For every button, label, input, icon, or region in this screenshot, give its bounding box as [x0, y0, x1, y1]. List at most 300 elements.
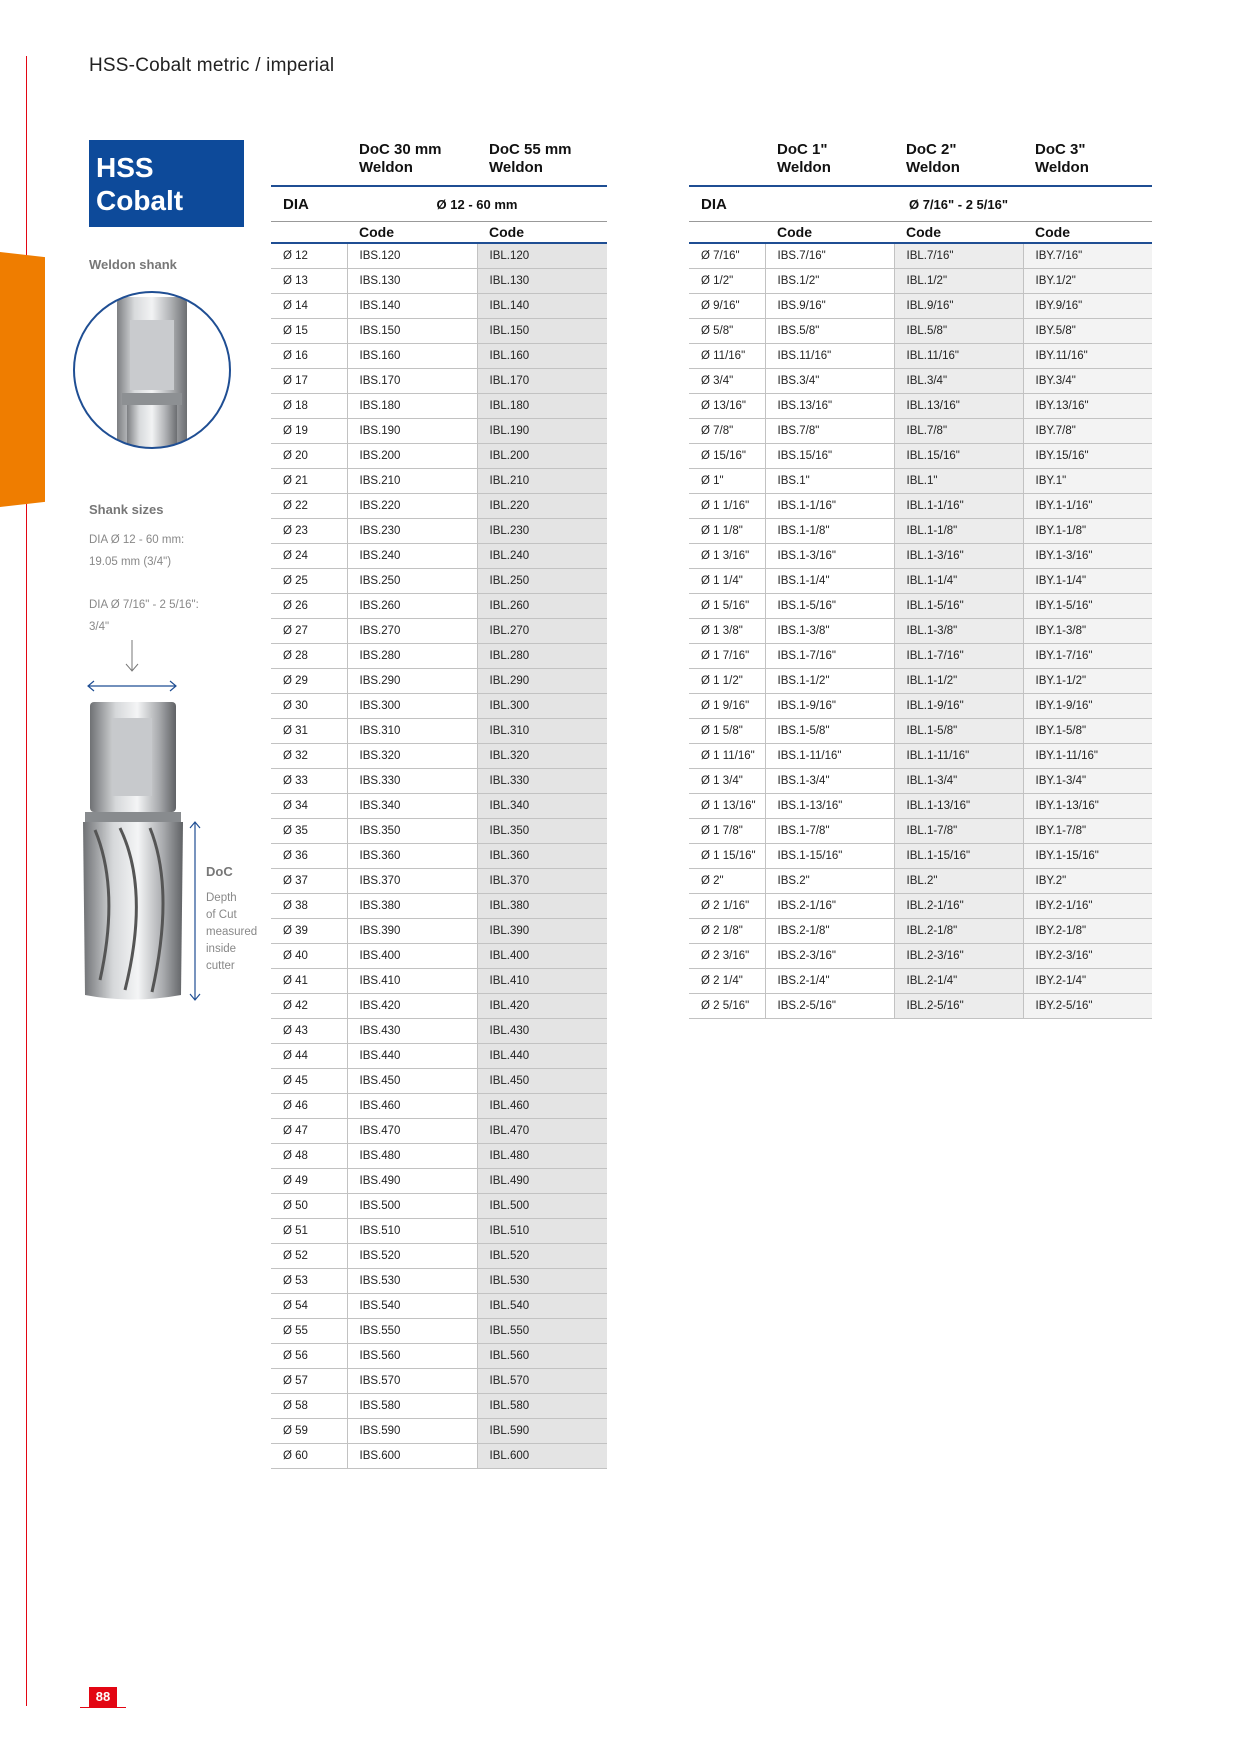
imperial-code-empty	[689, 222, 765, 244]
metric-code-cell: IBS.560	[347, 1344, 477, 1369]
metric-code-cell: IBL.120	[477, 243, 607, 269]
imperial-code-cell: IBS.1-3/4"	[765, 769, 894, 794]
metric-code-cell: IBL.270	[477, 619, 607, 644]
imperial-header-weldon: Weldon	[1023, 159, 1152, 186]
imperial-row	[689, 769, 1152, 794]
metric-row	[271, 969, 607, 994]
imperial-dia-cell: Ø 5/8"	[689, 319, 765, 344]
metric-code-cell: IBS.480	[347, 1144, 477, 1169]
imperial-dia-cell: Ø 1 9/16"	[689, 694, 765, 719]
metric-code-cell: IBS.260	[347, 594, 477, 619]
imperial-row	[689, 894, 1152, 919]
metric-dia-cell: Ø 12	[271, 243, 347, 269]
metric-row	[271, 319, 607, 344]
imperial-code-cell: IBY.1/2"	[1023, 269, 1152, 294]
imperial-dia-cell: Ø 1 1/4"	[689, 569, 765, 594]
imperial-row	[689, 744, 1152, 769]
imperial-code-cell: IBL.1/2"	[894, 269, 1023, 294]
imperial-code-cell: IBS.1-13/16"	[765, 794, 894, 819]
metric-code-cell: IBS.510	[347, 1219, 477, 1244]
metric-dia-cell: Ø 25	[271, 569, 347, 594]
imperial-row	[689, 669, 1152, 694]
imperial-code-cell: IBY.1-7/16"	[1023, 644, 1152, 669]
metric-row	[271, 619, 607, 644]
metric-row	[271, 569, 607, 594]
metric-dia-cell: Ø 37	[271, 869, 347, 894]
metric-code-cell: IBL.360	[477, 844, 607, 869]
imperial-code-cell: IBY.1-3/4"	[1023, 769, 1152, 794]
metric-code-cell: IBL.230	[477, 519, 607, 544]
imperial-dia-cell: Ø 1 1/8"	[689, 519, 765, 544]
metric-code-cell: IBL.400	[477, 944, 607, 969]
badge-line-2: Cobalt	[96, 185, 184, 216]
metric-code-cell: IBL.250	[477, 569, 607, 594]
imperial-code-cell: IBS.1-1/8"	[765, 519, 894, 544]
metric-dia-cell: Ø 48	[271, 1144, 347, 1169]
metric-code-cell: IBL.450	[477, 1069, 607, 1094]
metric-row	[271, 919, 607, 944]
metric-code-cell: IBS.530	[347, 1269, 477, 1294]
metric-code-cell: IBS.180	[347, 394, 477, 419]
weldon-shank-image	[72, 275, 232, 465]
imperial-code-cell: IBY.2-1/8"	[1023, 919, 1152, 944]
metric-code-cell: IBS.430	[347, 1019, 477, 1044]
metric-row	[271, 1319, 607, 1344]
imperial-code-cell: IBL.9/16"	[894, 294, 1023, 319]
imperial-code-cell: IBY.1"	[1023, 469, 1152, 494]
imperial-dia-cell: Ø 7/16"	[689, 243, 765, 269]
metric-row	[271, 419, 607, 444]
metric-row	[271, 1019, 607, 1044]
imperial-code-cell: IBL.7/8"	[894, 419, 1023, 444]
metric-code-cell: IBS.550	[347, 1319, 477, 1344]
metric-row	[271, 1069, 607, 1094]
imperial-code-cell: IBY.1-13/16"	[1023, 794, 1152, 819]
metric-code-table	[271, 133, 607, 1469]
imperial-row	[689, 644, 1152, 669]
imperial-dia-cell: Ø 1 3/8"	[689, 619, 765, 644]
metric-code-cell: IBL.520	[477, 1244, 607, 1269]
metric-dia-cell: Ø 60	[271, 1444, 347, 1469]
metric-dia-cell: Ø 54	[271, 1294, 347, 1319]
shank-imperial-line-1: DIA Ø 7/16" - 2 5/16":	[89, 599, 199, 611]
metric-row	[271, 1119, 607, 1144]
metric-code-cell: IBS.410	[347, 969, 477, 994]
imperial-row	[689, 844, 1152, 869]
metric-code-cell: IBL.380	[477, 894, 607, 919]
imperial-code-cell: IBL.1-1/4"	[894, 569, 1023, 594]
metric-row	[271, 1144, 607, 1169]
imperial-code-cell: IBL.1-1/8"	[894, 519, 1023, 544]
metric-dia-cell: Ø 42	[271, 994, 347, 1019]
metric-dia-cell: Ø 23	[271, 519, 347, 544]
imperial-row	[689, 419, 1152, 444]
imperial-code-cell: IBS.13/16"	[765, 394, 894, 419]
imperial-dia-cell: Ø 1 3/4"	[689, 769, 765, 794]
metric-code-cell: IBS.160	[347, 344, 477, 369]
metric-code-cell: IBS.140	[347, 294, 477, 319]
imperial-code-cell: IBL.7/16"	[894, 243, 1023, 269]
product-badge	[89, 140, 244, 227]
page-number-underline	[80, 1707, 126, 1708]
doc-text-line: inside	[206, 943, 237, 955]
metric-dia-label: DIA	[283, 195, 309, 213]
metric-dia-cell: Ø 13	[271, 269, 347, 294]
metric-dia-cell: Ø 53	[271, 1269, 347, 1294]
metric-code-cell: IBS.120	[347, 243, 477, 269]
metric-dia-cell: Ø 14	[271, 294, 347, 319]
imperial-dia-cell: Ø 2 1/8"	[689, 919, 765, 944]
imperial-code-cell: IBY.1-5/16"	[1023, 594, 1152, 619]
metric-dia-cell: Ø 36	[271, 844, 347, 869]
imperial-code-cell: IBY.9/16"	[1023, 294, 1152, 319]
metric-row	[271, 243, 607, 269]
imperial-dia-cell: Ø 2 5/16"	[689, 994, 765, 1019]
metric-row	[271, 1294, 607, 1319]
metric-code-cell: IBL.600	[477, 1444, 607, 1469]
metric-code-cell: IBL.540	[477, 1294, 607, 1319]
metric-row	[271, 1169, 607, 1194]
metric-code-cell: IBL.480	[477, 1144, 607, 1169]
metric-row	[271, 719, 607, 744]
metric-dia-cell: Ø 57	[271, 1369, 347, 1394]
imperial-code-cell: IBS.1/2"	[765, 269, 894, 294]
imperial-dia-cell: Ø 1 7/16"	[689, 644, 765, 669]
imperial-dia-cell: Ø 11/16"	[689, 344, 765, 369]
metric-dia-cell: Ø 45	[271, 1069, 347, 1094]
metric-header-empty	[271, 133, 347, 159]
imperial-row	[689, 494, 1152, 519]
metric-dia-cell: Ø 22	[271, 494, 347, 519]
metric-row	[271, 294, 607, 319]
imperial-dia-cell: Ø 1/2"	[689, 269, 765, 294]
metric-row	[271, 369, 607, 394]
metric-row	[271, 1194, 607, 1219]
imperial-row	[689, 794, 1152, 819]
metric-dia-cell: Ø 29	[271, 669, 347, 694]
metric-dia-cell: Ø 51	[271, 1219, 347, 1244]
metric-dia-cell: Ø 38	[271, 894, 347, 919]
metric-dia-cell: Ø 27	[271, 619, 347, 644]
imperial-row	[689, 819, 1152, 844]
metric-code-cell: IBS.150	[347, 319, 477, 344]
imperial-code-cell: IBL.2"	[894, 869, 1023, 894]
imperial-code-cell: IBS.1-5/8"	[765, 719, 894, 744]
imperial-code-cell: IBS.1-5/16"	[765, 594, 894, 619]
metric-code-cell: IBS.290	[347, 669, 477, 694]
imperial-code-cell: IBS.1"	[765, 469, 894, 494]
imperial-code-cell: IBL.2-1/4"	[894, 969, 1023, 994]
metric-code-cell: IBL.560	[477, 1344, 607, 1369]
metric-code-cell: IBS.270	[347, 619, 477, 644]
metric-code-cell: IBS.540	[347, 1294, 477, 1319]
imperial-code-cell: IBY.3/4"	[1023, 369, 1152, 394]
metric-row	[271, 1344, 607, 1369]
metric-code-cell: IBS.230	[347, 519, 477, 544]
metric-row	[271, 819, 607, 844]
metric-code-cell: IBS.330	[347, 769, 477, 794]
imperial-code-table	[689, 133, 1152, 1019]
metric-code-label: Code	[477, 222, 607, 244]
metric-row	[271, 1419, 607, 1444]
metric-row	[271, 1044, 607, 1069]
imperial-row	[689, 944, 1152, 969]
imperial-code-cell: IBS.1-1/4"	[765, 569, 894, 594]
metric-code-cell: IBS.450	[347, 1069, 477, 1094]
imperial-code-cell: IBS.1-1/2"	[765, 669, 894, 694]
imperial-code-cell: IBY.2-5/16"	[1023, 994, 1152, 1019]
imperial-row	[689, 694, 1152, 719]
imperial-dia-cell: Ø 15/16"	[689, 444, 765, 469]
imperial-code-cell: IBS.1-1/16"	[765, 494, 894, 519]
weldon-shank-label: Weldon shank	[89, 257, 177, 272]
metric-row	[271, 494, 607, 519]
imperial-code-cell: IBY.1-1/16"	[1023, 494, 1152, 519]
imperial-code-cell: IBL.1-1/16"	[894, 494, 1023, 519]
imperial-dia-cell: Ø 7/8"	[689, 419, 765, 444]
metric-row	[271, 1244, 607, 1269]
imperial-code-cell: IBY.7/8"	[1023, 419, 1152, 444]
imperial-code-cell: IBL.1-3/16"	[894, 544, 1023, 569]
imperial-code-cell: IBL.5/8"	[894, 319, 1023, 344]
metric-code-cell: IBS.350	[347, 819, 477, 844]
imperial-code-cell: IBL.1"	[894, 469, 1023, 494]
metric-dia-cell: Ø 35	[271, 819, 347, 844]
metric-dia-cell: Ø 55	[271, 1319, 347, 1344]
imperial-code-cell: IBY.1-11/16"	[1023, 744, 1152, 769]
metric-code-cell: IBL.180	[477, 394, 607, 419]
imperial-code-cell: IBL.1-11/16"	[894, 744, 1023, 769]
imperial-code-cell: IBY.2-1/16"	[1023, 894, 1152, 919]
imperial-code-cell: IBY.1-15/16"	[1023, 844, 1152, 869]
imperial-code-cell: IBY.1-1/4"	[1023, 569, 1152, 594]
metric-code-cell: IBL.160	[477, 344, 607, 369]
metric-row	[271, 769, 607, 794]
metric-code-cell: IBL.470	[477, 1119, 607, 1144]
metric-dia-cell: Ø 32	[271, 744, 347, 769]
metric-row	[271, 694, 607, 719]
imperial-code-cell: IBY.5/8"	[1023, 319, 1152, 344]
metric-row	[271, 1444, 607, 1469]
metric-header-weldon: Weldon	[477, 159, 607, 186]
doc-text-line: Depth	[206, 892, 237, 904]
metric-code-cell: IBL.300	[477, 694, 607, 719]
metric-code-cell: IBL.150	[477, 319, 607, 344]
metric-code-cell: IBL.580	[477, 1394, 607, 1419]
imperial-code-cell: IBL.1-15/16"	[894, 844, 1023, 869]
metric-code-cell: IBS.570	[347, 1369, 477, 1394]
metric-code-cell: IBL.370	[477, 869, 607, 894]
imperial-header-doc-1: DoC 1"	[777, 141, 828, 158]
imperial-dia-cell: Ø 13/16"	[689, 394, 765, 419]
imperial-code-cell: IBS.2-1/16"	[765, 894, 894, 919]
imperial-dia-cell: Ø 1 5/8"	[689, 719, 765, 744]
imperial-header-doc-2: DoC 2"	[906, 141, 957, 158]
imperial-code-cell: IBS.1-3/8"	[765, 619, 894, 644]
doc-label: DoC	[206, 864, 233, 879]
imperial-dia-cell: Ø 1 15/16"	[689, 844, 765, 869]
imperial-code-cell: IBS.2"	[765, 869, 894, 894]
imperial-code-cell: IBS.2-1/4"	[765, 969, 894, 994]
page-title: HSS-Cobalt metric / imperial	[89, 55, 335, 76]
imperial-header-weldon: Weldon	[765, 159, 894, 186]
metric-dia-cell: Ø 56	[271, 1344, 347, 1369]
imperial-code-cell: IBL.1-9/16"	[894, 694, 1023, 719]
metric-dia-cell: Ø 50	[271, 1194, 347, 1219]
metric-code-cell: IBL.310	[477, 719, 607, 744]
metric-dia-cell: Ø 30	[271, 694, 347, 719]
metric-dia-range: Ø 12 - 60 mm	[436, 196, 518, 212]
imperial-code-cell: IBL.1-3/4"	[894, 769, 1023, 794]
metric-dia-cell: Ø 59	[271, 1419, 347, 1444]
imperial-row	[689, 319, 1152, 344]
metric-code-cell: IBS.200	[347, 444, 477, 469]
metric-code-cell: IBS.490	[347, 1169, 477, 1194]
shank-metric-line-1: DIA Ø 12 - 60 mm:	[89, 534, 185, 546]
imperial-dia-cell: Ø 1 5/16"	[689, 594, 765, 619]
imperial-code-cell: IBL.3/4"	[894, 369, 1023, 394]
metric-row	[271, 1219, 607, 1244]
imperial-code-cell: IBY.13/16"	[1023, 394, 1152, 419]
imperial-row	[689, 869, 1152, 894]
metric-code-cell: IBS.420	[347, 994, 477, 1019]
imperial-code-cell: IBY.1-9/16"	[1023, 694, 1152, 719]
imperial-code-cell: IBS.15/16"	[765, 444, 894, 469]
metric-code-cell: IBL.350	[477, 819, 607, 844]
metric-code-cell: IBS.580	[347, 1394, 477, 1419]
metric-code-cell: IBS.210	[347, 469, 477, 494]
metric-code-cell: IBS.360	[347, 844, 477, 869]
imperial-code-cell: IBL.1-5/8"	[894, 719, 1023, 744]
metric-code-cell: IBL.240	[477, 544, 607, 569]
imperial-code-cell: IBY.1-7/8"	[1023, 819, 1152, 844]
metric-code-cell: IBL.420	[477, 994, 607, 1019]
imperial-table-body	[689, 243, 1152, 1019]
metric-row	[271, 869, 607, 894]
shank-imperial-line-2: 3/4"	[89, 621, 110, 633]
imperial-dia-range: Ø 7/16" - 2 5/16"	[908, 196, 1009, 212]
metric-dia-cell: Ø 44	[271, 1044, 347, 1069]
metric-row	[271, 994, 607, 1019]
metric-code-cell: IBS.320	[347, 744, 477, 769]
imperial-dia-cell: Ø 9/16"	[689, 294, 765, 319]
imperial-code-cell: IBY.1-5/8"	[1023, 719, 1152, 744]
metric-code-cell: IBS.340	[347, 794, 477, 819]
metric-code-cell: IBS.400	[347, 944, 477, 969]
imperial-code-cell: IBL.2-3/16"	[894, 944, 1023, 969]
metric-row	[271, 519, 607, 544]
imperial-dia-cell: Ø 1 1/2"	[689, 669, 765, 694]
metric-code-cell: IBL.220	[477, 494, 607, 519]
imperial-row	[689, 594, 1152, 619]
metric-code-cell: IBL.130	[477, 269, 607, 294]
metric-dia-cell: Ø 21	[271, 469, 347, 494]
imperial-code-cell: IBY.7/16"	[1023, 243, 1152, 269]
imperial-code-cell: IBS.7/16"	[765, 243, 894, 269]
metric-row	[271, 469, 607, 494]
doc-text-line: cutter	[206, 960, 235, 972]
metric-code-cell: IBL.320	[477, 744, 607, 769]
imperial-code-cell: IBS.3/4"	[765, 369, 894, 394]
metric-code-cell: IBL.140	[477, 294, 607, 319]
metric-row	[271, 1269, 607, 1294]
metric-dia-cell: Ø 18	[271, 394, 347, 419]
metric-row	[271, 344, 607, 369]
imperial-code-cell: IBS.1-11/16"	[765, 744, 894, 769]
metric-row	[271, 944, 607, 969]
shank-sizes-metric	[89, 529, 184, 573]
metric-code-cell: IBS.460	[347, 1094, 477, 1119]
metric-row	[271, 269, 607, 294]
metric-row	[271, 1394, 607, 1419]
metric-row	[271, 844, 607, 869]
imperial-dia-cell: Ø 1 11/16"	[689, 744, 765, 769]
doc-text-line: measured	[206, 926, 258, 938]
imperial-dia-cell: Ø 2 1/16"	[689, 894, 765, 919]
metric-code-cell: IBS.250	[347, 569, 477, 594]
metric-row	[271, 444, 607, 469]
metric-code-cell: IBL.190	[477, 419, 607, 444]
imperial-row	[689, 369, 1152, 394]
metric-code-cell: IBL.210	[477, 469, 607, 494]
metric-code-cell: IBL.390	[477, 919, 607, 944]
metric-code-cell: IBS.390	[347, 919, 477, 944]
annular-cutter-image	[80, 640, 220, 1020]
metric-dia-cell: Ø 46	[271, 1094, 347, 1119]
imperial-code-cell: IBS.7/8"	[765, 419, 894, 444]
metric-row	[271, 744, 607, 769]
metric-dia-cell: Ø 40	[271, 944, 347, 969]
imperial-row	[689, 519, 1152, 544]
page-number: 88	[89, 1687, 117, 1707]
imperial-code-cell: IBS.1-3/16"	[765, 544, 894, 569]
metric-code-cell: IBL.500	[477, 1194, 607, 1219]
metric-dia-cell: Ø 33	[271, 769, 347, 794]
metric-code-cell: IBL.330	[477, 769, 607, 794]
imperial-code-cell: IBS.5/8"	[765, 319, 894, 344]
metric-code-cell: IBL.510	[477, 1219, 607, 1244]
imperial-code-label: Code	[1023, 222, 1152, 244]
metric-code-cell: IBL.490	[477, 1169, 607, 1194]
metric-header-weldon: Weldon	[347, 159, 477, 186]
metric-header-doc-30: DoC 30 mm	[359, 141, 442, 158]
metric-dia-cell: Ø 19	[271, 419, 347, 444]
metric-code-cell: IBL.530	[477, 1269, 607, 1294]
metric-row	[271, 669, 607, 694]
imperial-code-cell: IBY.15/16"	[1023, 444, 1152, 469]
metric-row	[271, 894, 607, 919]
metric-row	[271, 394, 607, 419]
imperial-code-label: Code	[765, 222, 894, 244]
metric-code-cell: IBL.170	[477, 369, 607, 394]
metric-row	[271, 594, 607, 619]
metric-row	[271, 1369, 607, 1394]
imperial-row	[689, 719, 1152, 744]
imperial-code-cell: IBL.15/16"	[894, 444, 1023, 469]
metric-code-cell: IBS.370	[347, 869, 477, 894]
metric-dia-cell: Ø 28	[271, 644, 347, 669]
imperial-row	[689, 344, 1152, 369]
imperial-row	[689, 919, 1152, 944]
metric-code-cell: IBL.340	[477, 794, 607, 819]
metric-code-cell: IBL.290	[477, 669, 607, 694]
doc-text-line: of Cut	[206, 909, 237, 921]
metric-dia-cell: Ø 43	[271, 1019, 347, 1044]
metric-dia-cell: Ø 47	[271, 1119, 347, 1144]
imperial-code-cell: IBS.1-7/8"	[765, 819, 894, 844]
imperial-dia-cell: Ø 1"	[689, 469, 765, 494]
imperial-code-cell: IBL.2-1/16"	[894, 894, 1023, 919]
